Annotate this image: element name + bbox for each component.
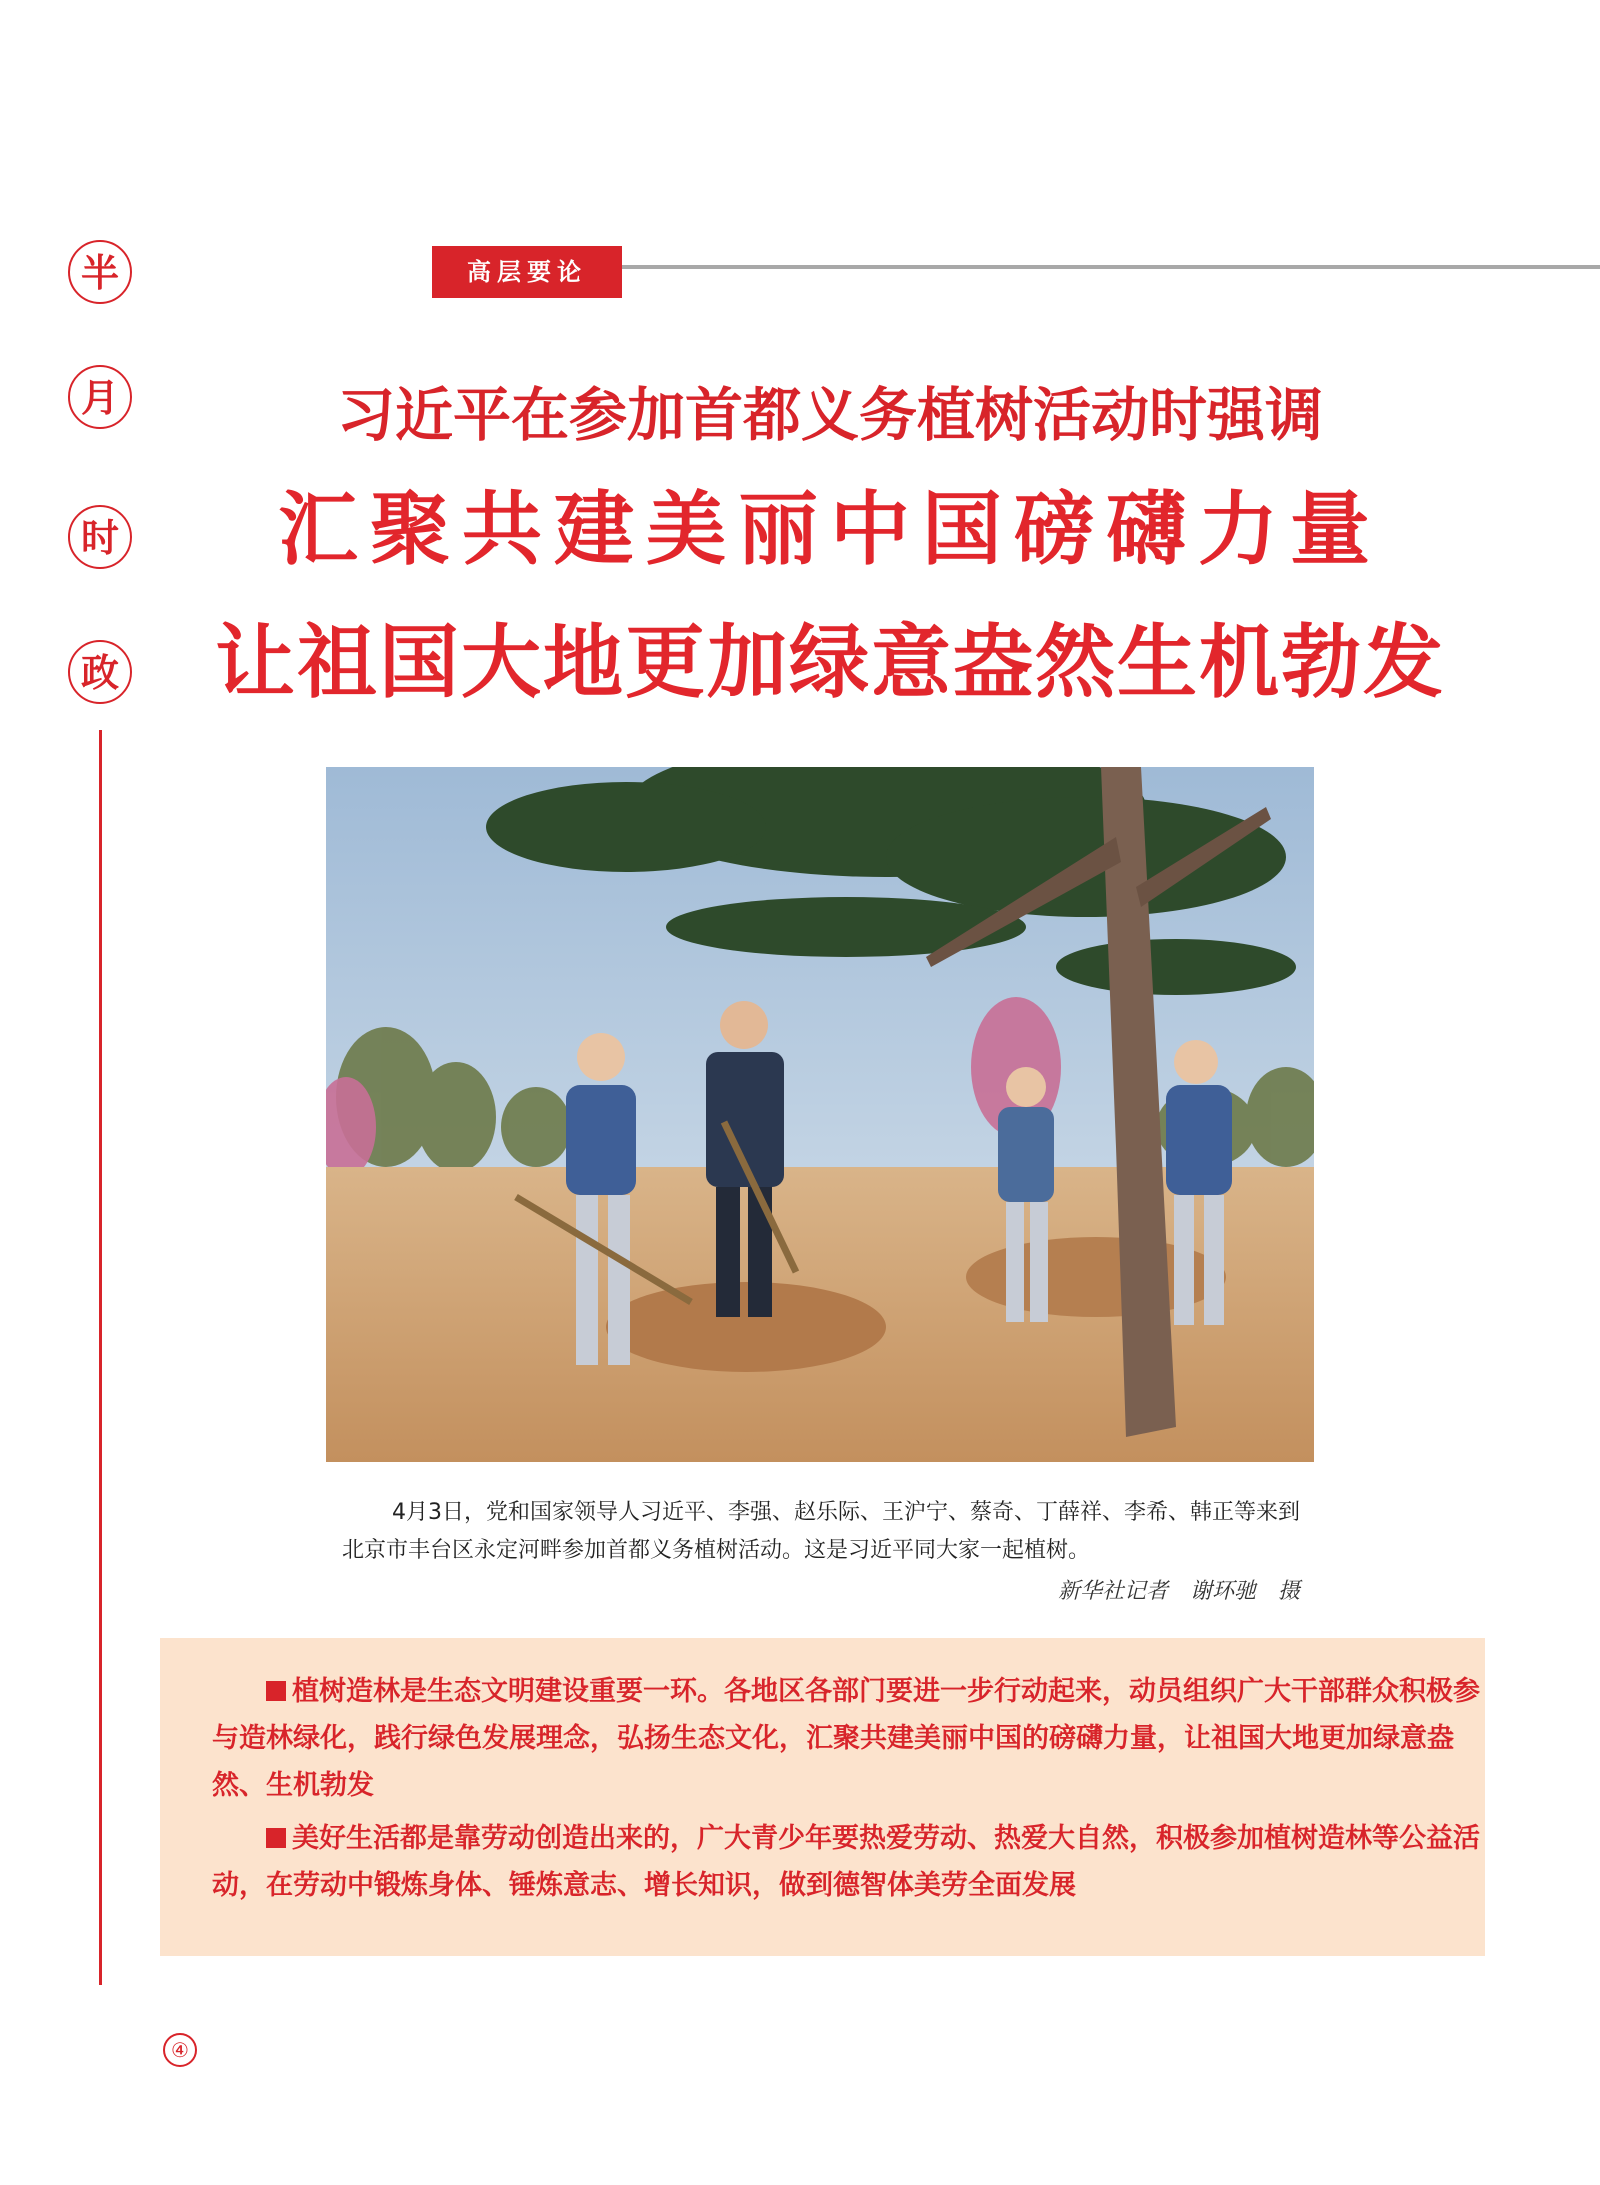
summary-paragraph-2-text: 美好生活都是靠劳动创造出来的，广大青少年要热爱劳动、热爱大自然，积极参加植树造林等公益活动，在劳动中锻炼身体、锤炼意志、增长知识，做到德智体美劳全面发展 bbox=[212, 1823, 1480, 1901]
photo-caption-line-1: 4月3日，党和国家领导人习近平、李强、赵乐际、王沪宁、蔡奇、丁薛祥、李希、韩正等来到 bbox=[392, 1500, 1300, 1525]
page-number: ④ bbox=[163, 2033, 197, 2067]
photo-caption bbox=[342, 1494, 1322, 1570]
masthead-char-shi: 时 bbox=[68, 505, 132, 569]
section-label: 高层要论 bbox=[432, 246, 622, 298]
masthead-char-zheng: 政 bbox=[68, 640, 132, 704]
masthead-rule bbox=[99, 730, 102, 1985]
masthead-char-yue: 月 bbox=[68, 365, 132, 429]
summary-paragraph-2 bbox=[212, 1815, 1482, 1909]
summary-box bbox=[160, 1638, 1485, 1956]
photo-credit: 新华社记者 谢环驰 摄 bbox=[1057, 1579, 1300, 1604]
tree-planting-photo bbox=[326, 767, 1314, 1462]
bullet-square-icon bbox=[266, 1681, 286, 1701]
section-rule bbox=[622, 265, 1600, 269]
headline-kicker: 习近平在参加首都义务植树活动时强调 bbox=[336, 381, 1323, 449]
summary-paragraph-1-text: 植树造林是生态文明建设重要一环。各地区各部门要进一步行动起来，动员组织广大干部群众积极参与造林绿化，践行绿色发展理念，弘扬生态文化，汇聚共建美丽中国的磅礴力量，让祖国大地更加绿意盎然、生机勃发 bbox=[212, 1676, 1480, 1801]
photo-caption-line-2: 北京市丰台区永定河畔参加首都义务植树活动。这是习近平同大家一起植树。 bbox=[342, 1538, 1091, 1563]
summary-paragraph-1 bbox=[212, 1668, 1482, 1809]
bullet-square-icon bbox=[266, 1828, 286, 1848]
headline-line-2: 让祖国大地更加绿意盎然生机勃发 bbox=[215, 616, 1445, 709]
masthead-char-ban: 半 bbox=[68, 240, 132, 304]
headline-line-1: 汇聚共建美丽中国磅礴力量 bbox=[278, 483, 1382, 576]
